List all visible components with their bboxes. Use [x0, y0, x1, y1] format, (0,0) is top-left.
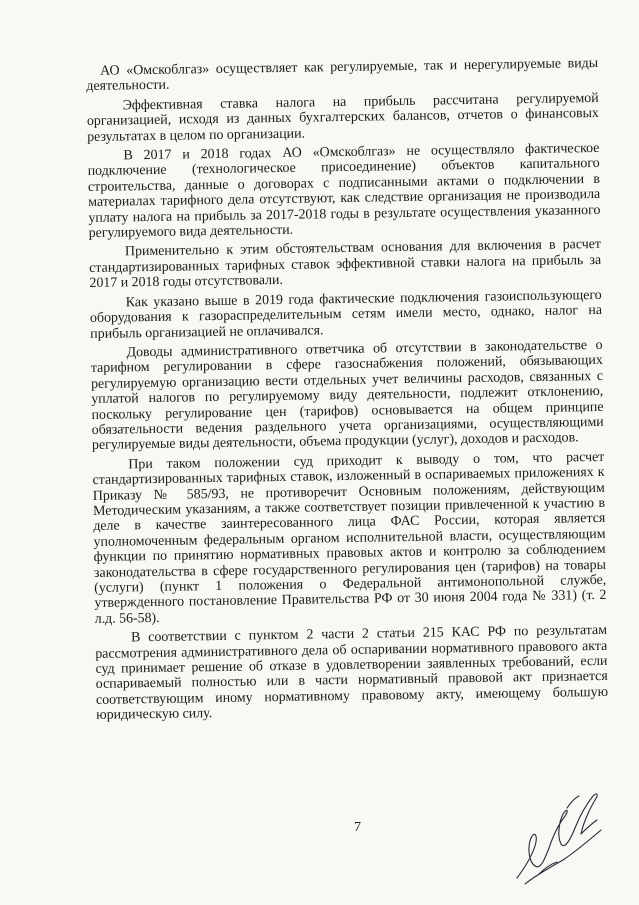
paragraph-8: В соответствии с пунктом 2 части 2 статьи 215 КАС РФ по результатам рассмотрения административного дела об оспаривании нормативного правового акта суд принимает решение об отказе в удовлетворении заявленных требований, если оспариваемый полностью или в части нормативный правовой акт признается соответствующим иному нормативному правовому акту, имеющему большую юридическую силу. — [95, 623, 609, 724]
paragraph-4: Применительно к этим обстоятельствам основания для включения в расчет стандартизированных тарифных ставок эффективной ставки налога на прибыль за 2017 и 2018 годы отсутствовали. — [89, 237, 602, 292]
document-body — [86, 56, 608, 728]
paragraph-5: Как указано выше в 2019 года фактические подключения газоиспользующего оборудования к газораспределительным сетям имели место, однако, налог на прибыль организацией не оплачивался. — [89, 287, 603, 342]
paragraph-2: Эффективная ставка налога на прибыль рассчитана регулируемой организацией, исходя из данных бухгалтерских балансов, отчетов о финансовых результатах в целом по организации. — [86, 90, 599, 145]
page-number: 7 — [354, 820, 361, 835]
paragraph-1: АО «Омскоблгаз» осуществляет как регулируемые, так и нерегулируемые виды деятельности. — [86, 55, 599, 95]
paragraph-6: Доводы административного ответчика об отсутствии в законодательстве о тарифном регулировании в сфере газоснабжения положений, обязывающих регулируемую организацию вести отдельных учет величины расходов, связанных с уплатой налогов по регулируемому виду деятельности, подлежит отклонению, поскольку регулирование цен (тарифов) основывается на общем принципе обязательности ведения раздельного учета организациями, осуществляющими регулируемые виды деятельности, объема продукции (услуг), доходов и расходов. — [90, 337, 604, 454]
paragraph-7: При таком положении суд приходит к выводу о том, что расчет стандартизированных тарифных ставок, изложенный в оспариваемых приложениях к Приказу № 585/93, не противоречит Основным положениям, действующим Методическим указаниям, а также соответствует позиции привлеченной к участию в деле в качестве заинтересованного лица ФАС России, которая является уполномоченным федеральным органом исполнительной власти, осуществляющим функции по принятию нормативных правовых актов и контролю за соблюдением законодательства в сфере государственного регулирования цен (тарифов) на товары (услуги) (пункт 1 положения о Федеральной антимонопольной службе, утвержденного постановление Правительства РФ от 30 июня 2004 года № 331) (т. 2 л.д. 56-58). — [92, 449, 607, 627]
handwritten-signature — [505, 778, 610, 893]
paragraph-3: В 2017 и 2018 годах АО «Омскоблгаз» не осуществляло фактическое подключение (технологическое присоединение) объектов капитального строительства, данные о договорах с подписанными актами о подключении в материалах тарифного дела отсутствуют, как следствие организация не производила уплату налога на прибыль за 2017-2018 годы в результате осуществления указанного регулируемого вида деятельности. — [87, 140, 601, 242]
